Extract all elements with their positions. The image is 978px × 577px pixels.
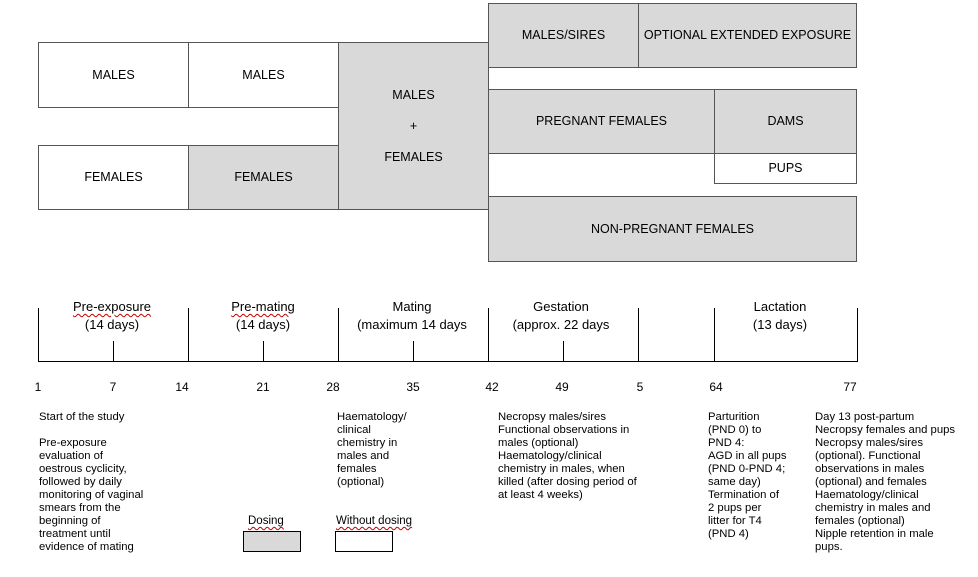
timeline-divider [338,308,339,362]
box-females-pre-exposure [38,145,189,210]
day-label: 77 [843,380,857,394]
phase-mating [357,298,467,334]
note-start-of-study: Start of the study [39,411,125,423]
box-males-sires [488,3,639,68]
timeline-minor-tick [113,341,114,362]
phase-name: Mating [392,299,432,314]
legend-without-dosing-label: Without dosing [336,515,413,527]
box-dams [714,89,857,154]
phase-duration: (14 days) [235,317,291,332]
day-label: 28 [326,380,340,394]
timeline-divider [488,308,489,362]
phase-gestation [513,298,610,334]
day-label: 5 [636,380,644,394]
phase-name: Pre-mating [231,299,295,314]
phase-name: Pre-exposure [72,299,152,314]
phase-pre-mating [231,298,295,334]
timeline-divider [714,308,715,362]
box-males-pre-exposure [38,42,189,108]
phase-duration: (maximum 14 days [357,317,467,332]
box-mating-males-females [338,42,489,210]
day-label: 1 [34,380,42,394]
note-parturition: Parturition (PND 0) to PND 4: AGD in all pups (PND 0-PND 4; same day) Termination of 2 pups per litter for T4 (PND 4) [708,411,787,540]
box-optional-extended-exposure [638,3,857,68]
note-gestation: Necropsy males/sires Functional observations in males (optional) Haematology/clinical chemistry in males, when killed (after dosing period of at least 4 weeks) [498,411,637,501]
phase-duration: (13 days) [752,317,808,332]
box-label: MALES [242,67,285,82]
timeline-minor-tick [263,341,264,362]
timeline-divider [857,308,858,362]
phase-name: Lactation [753,299,807,314]
day-label: 14 [175,380,189,394]
day-label: 64 [709,380,723,394]
box-label: PUPS [768,161,803,175]
phase-name: Gestation [533,299,589,314]
day-label: 49 [555,380,569,394]
box-pups [714,153,857,184]
timeline-divider [638,308,639,362]
day-label: 7 [109,380,117,394]
legend-without-dosing-swatch [335,531,393,552]
phase-duration: (14 days) [84,317,140,332]
mating-plus-label: + [409,118,418,133]
timeline-axis [38,361,858,362]
box-males-pre-mating [188,42,339,108]
legend-dosing-label: Dosing [248,515,284,527]
mating-males-label: MALES [392,87,435,102]
timeline-divider [188,308,189,362]
timeline-minor-tick [563,341,564,362]
box-label: MALES [92,67,135,82]
box-label: DAMS [767,114,804,128]
box-pregnant-females [488,89,715,154]
note-day13: Day 13 post-partum Necropsy females and pups Necropsy males/sires (optional). Functional observations in males (optional) and females Haematology/clinical chemistry in males and females (optional) Nipple retention in male pups. [815,411,956,553]
note-mating: Haematology/ clinical chemistry in males and females (optional) [337,411,407,488]
box-females-pre-mating [188,145,339,210]
phase-lactation [753,298,807,334]
box-label: OPTIONAL EXTENDED EXPOSURE [643,28,852,42]
box-label: MALES/SIRES [521,28,606,42]
phase-duration: (approx. 22 days [512,317,610,332]
mating-females-label: FEMALES [384,149,443,164]
timeline-divider [38,308,39,362]
timeline-minor-tick [413,341,414,362]
box-label: PREGNANT FEMALES [535,114,668,128]
box-non-pregnant-females [488,196,857,262]
day-label: 21 [256,380,270,394]
box-label: FEMALES [234,170,293,184]
day-label: 35 [406,380,420,394]
note-pre-exposure: Pre-exposure evaluation of oestrous cyclicity, followed by daily monitoring of vaginal smears from the beginning of treatment until evidence of mating [39,437,144,553]
phase-pre-exposure [73,298,151,334]
legend-dosing-swatch [243,531,301,552]
box-label: NON-PREGNANT FEMALES [591,221,754,236]
box-label: FEMALES [84,170,143,184]
day-label: 42 [485,380,499,394]
